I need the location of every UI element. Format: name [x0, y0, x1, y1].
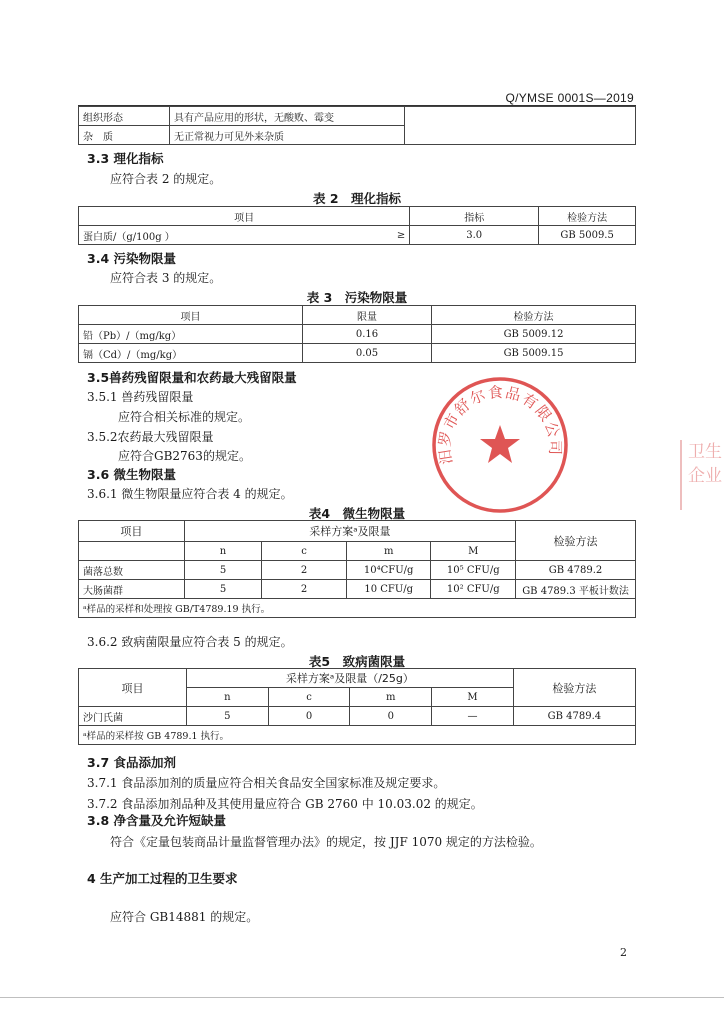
sub-header: c [262, 542, 347, 561]
column-header: 采样方案ᵃ及限量（/25g） [186, 669, 513, 688]
table-header-row [79, 207, 636, 226]
table-caption: 表5 致病菌限量 [308, 654, 406, 669]
sub-header: m [346, 542, 431, 561]
subsection-heading: 3.5.2农药最大残留限量 [87, 430, 214, 444]
sub-header: c [268, 688, 350, 707]
table-3 [78, 305, 636, 363]
table-cell: 10⁵ CFU/g [431, 561, 516, 580]
table-cell: 10⁴CFU/g [346, 561, 431, 580]
section-heading: 3.5兽药残留限量和农药最大残留限量 [87, 370, 297, 385]
column-header: 采样方案ᵃ及限量 [184, 521, 515, 542]
table-cell: 3.0 [410, 226, 539, 245]
table-caption: 表 3 污染物限量 [306, 290, 408, 305]
paragraph: 3.7.1 食品添加剂的质量应符合相关食品安全国家标准及规定要求。 [87, 776, 446, 790]
table-cell: 10 CFU/g [346, 580, 431, 599]
table-row [79, 580, 636, 599]
table-cell: 5 [184, 580, 262, 599]
table-caption: 表 2 理化指标 [312, 191, 402, 206]
table-cell: 具有产品应用的形状，无酸败、霉变 [170, 107, 405, 126]
sub-header: M [431, 542, 516, 561]
seal-star-icon [480, 425, 520, 463]
paragraph: 应符合表 2 的规定。 [110, 172, 222, 186]
subsection-heading: 3.5.1 兽药残留限量 [87, 390, 194, 404]
paragraph: 应符合 GB14881 的规定。 [110, 910, 259, 924]
table-cell: 0.05 [303, 344, 432, 363]
paragraph: 3.6.1 微生物限量应符合表 4 的规定。 [87, 487, 293, 501]
table-cell: ≥ [381, 226, 410, 245]
table-cell: 菌落总数 [79, 561, 185, 580]
table-cell: 无正常视力可见外来杂质 [170, 126, 405, 145]
table-cell: 铅（Pb）/（mg/kg） [79, 325, 303, 344]
table-cell: 组织形态 [79, 107, 170, 126]
table-note-row [79, 599, 636, 618]
section-heading: 3.6 微生物限量 [87, 467, 176, 482]
column-header: 项目 [79, 669, 187, 707]
column-header: 检验方法 [432, 306, 636, 325]
table-cell: 镉（Cd）/（mg/kg） [79, 344, 303, 363]
sub-header: n [184, 542, 262, 561]
section-heading: 3.7 食品添加剂 [87, 755, 176, 770]
table-header-row [79, 521, 636, 542]
table-cell: 5 [186, 707, 268, 726]
table-cell [79, 542, 185, 561]
table-cell: GB 5009.12 [432, 325, 636, 344]
table-note-row [79, 726, 636, 745]
column-header: 限量 [303, 306, 432, 325]
table-5 [78, 668, 636, 745]
sensory-table-continued [78, 106, 636, 145]
column-header: 项目 [79, 306, 303, 325]
table-row [79, 107, 636, 126]
table-cell: 2 [262, 580, 347, 599]
table-cell: GB 4789.4 [513, 707, 635, 726]
table-cell: 沙门氏菌 [79, 707, 187, 726]
table-caption: 表4 微生物限量 [308, 506, 406, 521]
table-cell: 10² CFU/g [431, 580, 516, 599]
document-code: Q/YMSE 0001S—2019 [505, 91, 634, 105]
column-header: 指标 [410, 207, 539, 226]
table-cell: 0.16 [303, 325, 432, 344]
paragraph: 应符合GB2763的规定。 [118, 449, 251, 463]
column-header: 检验方法 [513, 669, 635, 707]
table-cell: 0 [268, 707, 350, 726]
scan-edge-line [0, 997, 724, 998]
seal-text: 汨罗市舒尔食品有限公司 [435, 382, 565, 466]
table-cell: GB 4789.2 [516, 561, 636, 580]
table-cell [405, 107, 636, 145]
column-header: 项目 [79, 207, 410, 226]
table-4 [78, 520, 636, 618]
table-header-row [79, 306, 636, 325]
table-cell: GB 5009.5 [539, 226, 636, 245]
table-header-row [79, 669, 636, 688]
table-cell: 蛋白质/（g/100g ） [79, 226, 382, 245]
edge-mark-text: 企业 [688, 466, 722, 486]
table-row [79, 561, 636, 580]
table-row [79, 344, 636, 363]
paragraph: 应符合表 3 的规定。 [110, 271, 222, 285]
table-cell: 杂 质 [79, 126, 170, 145]
table-note: ᵃ样品的采样和处理按 GB/T4789.19 执行。 [79, 599, 636, 618]
table-row [79, 226, 636, 245]
sub-header: m [350, 688, 432, 707]
paragraph: 3.7.2 食品添加剂品种及其使用量应符合 GB 2760 中 10.03.02 的规定。 [87, 797, 483, 811]
table-row [79, 707, 636, 726]
column-header: 检验方法 [516, 521, 636, 561]
edge-mark-text: 卫生 [688, 442, 722, 462]
paragraph: 应符合相关标准的规定。 [118, 410, 251, 424]
paragraph: 3.6.2 致病菌限量应符合表 5 的规定。 [87, 635, 293, 649]
paragraph: 符合《定量包装商品计量监督管理办法》的规定，按 JJF 1070 规定的方法检验。 [110, 835, 542, 849]
table-cell: GB 5009.15 [432, 344, 636, 363]
column-header: 项目 [79, 521, 185, 542]
table-cell: GB 4789.3 平板计数法 [516, 580, 636, 599]
table-cell: 大肠菌群 [79, 580, 185, 599]
table-note: ᵃ样品的采样按 GB 4789.1 执行。 [79, 726, 636, 745]
section-heading: 3.4 污染物限量 [87, 251, 176, 266]
table-cell: 5 [184, 561, 262, 580]
page-number: 2 [620, 946, 627, 959]
column-header: 检验方法 [539, 207, 636, 226]
table-cell: — [432, 707, 514, 726]
section-heading: 3.8 净含量及允许短缺量 [87, 813, 226, 828]
table-row [79, 325, 636, 344]
adjacent-page-mark [680, 440, 724, 510]
table-cell: 0 [350, 707, 432, 726]
table-cell: 2 [262, 561, 347, 580]
table-2 [78, 206, 636, 245]
section-heading: 4 生产加工过程的卫生要求 [87, 871, 238, 886]
sub-header: M [432, 688, 514, 707]
sub-header: n [186, 688, 268, 707]
company-seal [430, 375, 570, 515]
section-heading: 3.3 理化指标 [87, 151, 164, 166]
